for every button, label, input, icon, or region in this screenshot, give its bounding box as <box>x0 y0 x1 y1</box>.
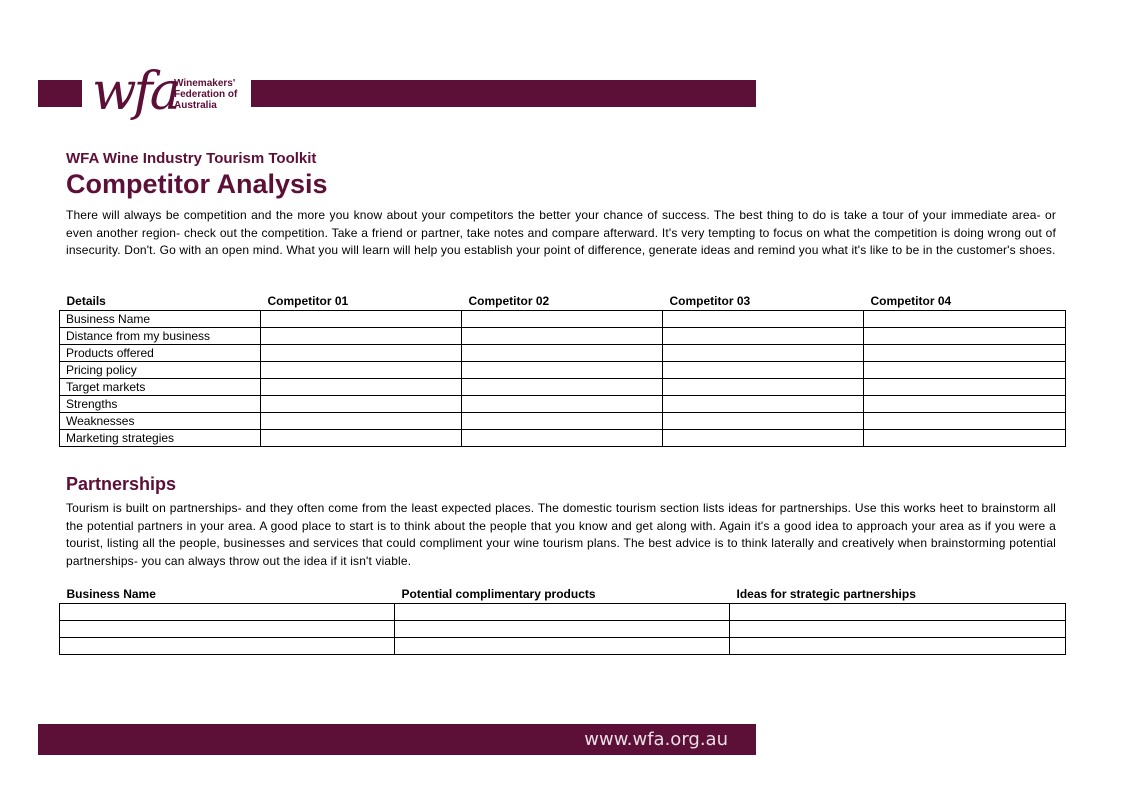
entry-cell[interactable] <box>864 413 1066 430</box>
row-label: Products offered <box>60 345 261 362</box>
column-header: Competitor 02 <box>468 294 550 308</box>
entry-cell[interactable] <box>395 621 730 638</box>
entry-cell[interactable] <box>462 311 663 328</box>
entry-cell[interactable] <box>864 396 1066 413</box>
entry-cell[interactable] <box>864 311 1066 328</box>
entry-cell[interactable] <box>864 430 1066 447</box>
entry-cell[interactable] <box>261 396 462 413</box>
entry-cell[interactable] <box>730 604 1066 621</box>
logo-line: Australia <box>174 100 217 111</box>
row-label: Weaknesses <box>60 413 261 430</box>
table-row <box>60 638 1066 655</box>
competitor-table <box>59 293 1066 447</box>
row-label: Marketing strategies <box>60 430 261 447</box>
entry-cell[interactable] <box>395 638 730 655</box>
entry-cell[interactable] <box>663 379 864 396</box>
header-bar-left <box>38 80 82 107</box>
row-label: Distance from my business <box>60 328 261 345</box>
entry-cell[interactable] <box>395 604 730 621</box>
footer-bar <box>38 724 756 755</box>
entry-cell[interactable] <box>462 345 663 362</box>
entry-cell[interactable] <box>663 328 864 345</box>
entry-cell[interactable] <box>462 396 663 413</box>
entry-cell[interactable] <box>663 345 864 362</box>
header-bar-right <box>251 80 756 107</box>
table-row <box>60 413 1066 430</box>
table-row <box>60 328 1066 345</box>
table-row <box>60 345 1066 362</box>
entry-cell[interactable] <box>864 345 1066 362</box>
entry-cell[interactable] <box>60 621 395 638</box>
page-title: Competitor Analysis <box>66 169 328 199</box>
table-row <box>60 621 1066 638</box>
column-header: Competitor 01 <box>267 294 349 308</box>
column-header: Business Name <box>66 587 156 601</box>
entry-cell[interactable] <box>462 379 663 396</box>
wfa-logo <box>86 56 246 132</box>
table-row <box>60 604 1066 621</box>
entry-cell[interactable] <box>261 345 462 362</box>
entry-cell[interactable] <box>864 379 1066 396</box>
row-label: Strengths <box>60 396 261 413</box>
entry-cell[interactable] <box>462 328 663 345</box>
entry-cell[interactable] <box>60 638 395 655</box>
entry-cell[interactable] <box>663 396 864 413</box>
logo-mark: wfa <box>92 62 178 122</box>
column-header: Competitor 04 <box>870 294 952 308</box>
entry-cell[interactable] <box>261 430 462 447</box>
entry-cell[interactable] <box>261 379 462 396</box>
partnerships-table <box>59 586 1066 655</box>
logo-wordmark <box>174 78 237 111</box>
entry-cell[interactable] <box>730 621 1066 638</box>
partnerships-title: Partnerships <box>66 474 177 494</box>
entry-cell[interactable] <box>261 311 462 328</box>
table-row <box>60 396 1066 413</box>
entry-cell[interactable] <box>663 362 864 379</box>
row-label: Target markets <box>60 379 261 396</box>
entry-cell[interactable] <box>261 362 462 379</box>
table-header-row <box>60 293 1066 311</box>
table-row <box>60 379 1066 396</box>
toolkit-kicker: WFA Wine Industry Tourism Toolkit <box>66 150 317 167</box>
entry-cell[interactable] <box>730 638 1066 655</box>
entry-cell[interactable] <box>864 362 1066 379</box>
entry-cell[interactable] <box>462 430 663 447</box>
logo-line: Federation of <box>174 89 238 100</box>
footer-url[interactable]: www.wfa.org.au <box>584 729 728 750</box>
table-row <box>60 362 1066 379</box>
entry-cell[interactable] <box>663 430 864 447</box>
logo-line: Winemakers' <box>174 78 236 89</box>
row-label: Business Name <box>60 311 261 328</box>
entry-cell[interactable] <box>864 328 1066 345</box>
entry-cell[interactable] <box>60 604 395 621</box>
entry-cell[interactable] <box>261 328 462 345</box>
column-header: Details <box>66 294 106 308</box>
column-header: Competitor 03 <box>669 294 751 308</box>
intro-paragraph: There will always be competition and the more you know about your competitors the better your chance of success. The best thing to do is take a tour of your immediate area- or even another region- check out the competition. Take a friend or partner, take notes and compare afterward. It's very tempting to focus on what the competition is doing wrong out of insecurity. Don't. Go with an open mind. What you will learn will help you establish your point of difference, generate ideas and remind you what it's like to be in the customer's shoes. <box>66 208 1056 257</box>
entry-cell[interactable] <box>261 413 462 430</box>
table-row <box>60 430 1066 447</box>
column-header: Potential complimentary products <box>401 587 596 601</box>
row-label: Pricing policy <box>60 362 261 379</box>
column-header: Ideas for strategic partnerships <box>736 587 916 601</box>
table-row <box>60 311 1066 328</box>
partnerships-paragraph: Tourism is built on partnerships- and they often come from the least expected places. The domestic tourism section lists ideas for partnerships. Use this works heet to brainstorm all the potential partners in your area. A good place to start is to think about the people that you know and get along with. Again it's a good idea to approach your area as if you were a tourist, listing all the people, businesses and services that could compliment your wine tourism plans. The best advice is to think laterally and creatively when brainstorming potential partnerships- you can always throw out the idea if it isn't viable. <box>66 501 1056 568</box>
entry-cell[interactable] <box>663 311 864 328</box>
table-header-row <box>60 586 1066 604</box>
entry-cell[interactable] <box>462 413 663 430</box>
entry-cell[interactable] <box>462 362 663 379</box>
entry-cell[interactable] <box>663 413 864 430</box>
